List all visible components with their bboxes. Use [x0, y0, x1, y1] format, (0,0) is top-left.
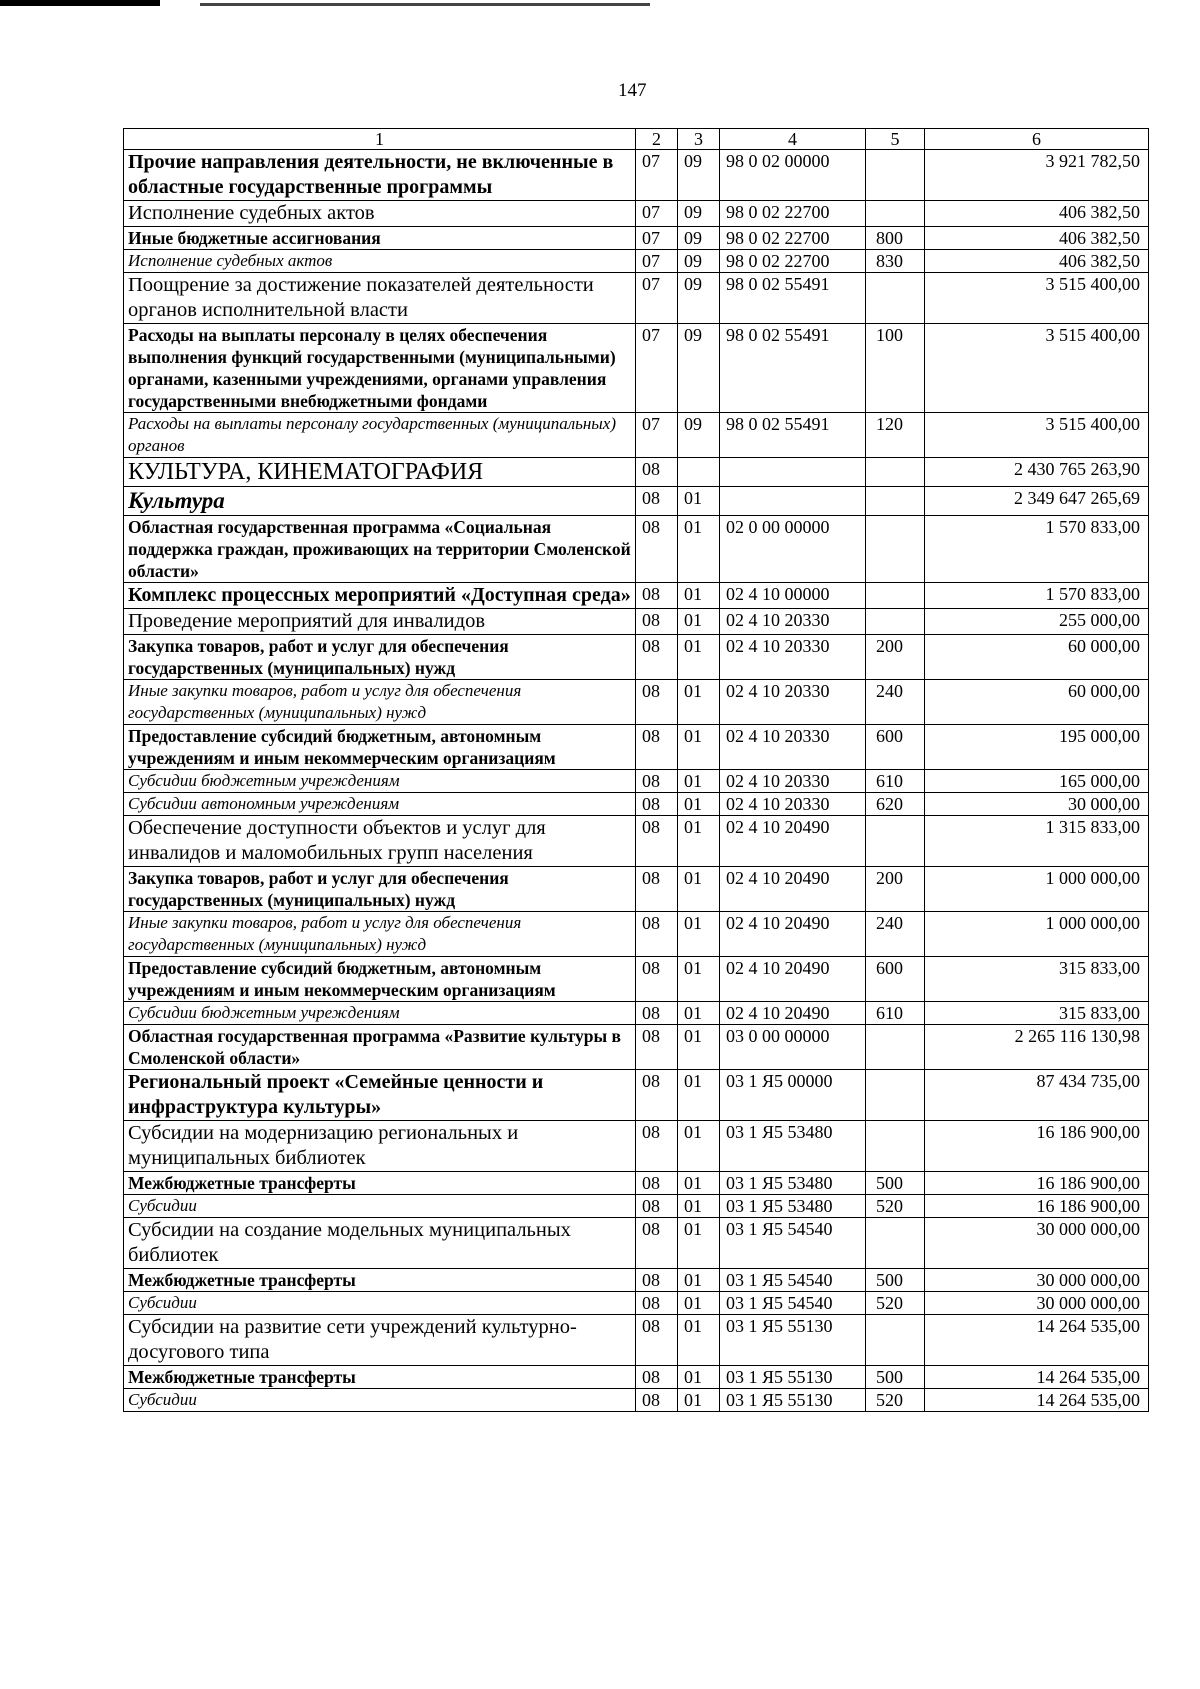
- section-code-cell: 08: [636, 1172, 678, 1195]
- section-code-cell: 08: [636, 816, 678, 867]
- table-row: [124, 1269, 1149, 1292]
- scan-top-bar: [0, 0, 160, 6]
- expense-type-cell: [866, 150, 925, 201]
- row-name-cell: Расходы на выплаты персоналу государственных (муниципальных) органов: [124, 413, 636, 458]
- subsection-code-cell: 01: [678, 1389, 720, 1412]
- amount-cell: 16 186 900,00: [925, 1121, 1149, 1172]
- table-row: [124, 1172, 1149, 1195]
- row-name-cell: Иные закупки товаров, работ и услуг для обеспечения государственных (муниципальных) нужд: [124, 680, 636, 725]
- row-name-cell: Субсидии автономным учреждениям: [124, 793, 636, 816]
- target-article-cell: 98 0 02 55491: [720, 324, 866, 413]
- subsection-code-cell: 01: [678, 1269, 720, 1292]
- table-row: [124, 770, 1149, 793]
- amount-cell: 406 382,50: [925, 250, 1149, 273]
- amount-cell: 30 000 000,00: [925, 1292, 1149, 1315]
- target-article-cell: 03 1 Я5 54540: [720, 1269, 866, 1292]
- subsection-code-cell: 01: [678, 1292, 720, 1315]
- target-article-cell: 98 0 02 00000: [720, 150, 866, 201]
- target-article-cell: 03 1 Я5 54540: [720, 1292, 866, 1315]
- target-article-cell: 02 4 10 20490: [720, 912, 866, 957]
- section-code-cell: 08: [636, 1292, 678, 1315]
- target-article-cell: 98 0 02 22700: [720, 250, 866, 273]
- section-code-cell: 08: [636, 583, 678, 609]
- table-row: [124, 1292, 1149, 1315]
- target-article-cell: 03 1 Я5 53480: [720, 1172, 866, 1195]
- expense-type-cell: 500: [866, 1366, 925, 1389]
- column-header-2: 2: [636, 129, 678, 150]
- row-name-cell: Исполнение судебных актов: [124, 201, 636, 227]
- page-number: 147: [618, 80, 647, 101]
- target-article-cell: [720, 487, 866, 516]
- amount-cell: 1 000 000,00: [925, 912, 1149, 957]
- column-header-3: 3: [678, 129, 720, 150]
- row-name-cell: Предоставление субсидий бюджетным, автономным учреждениям и иным некоммерческим организациям: [124, 725, 636, 770]
- amount-cell: 2 349 647 265,69: [925, 487, 1149, 516]
- section-code-cell: 08: [636, 1025, 678, 1070]
- section-code-cell: 07: [636, 413, 678, 458]
- expense-type-cell: [866, 273, 925, 324]
- subsection-code-cell: 09: [678, 413, 720, 458]
- section-code-cell: 07: [636, 227, 678, 250]
- expense-type-cell: 200: [866, 867, 925, 912]
- amount-cell: 16 186 900,00: [925, 1195, 1149, 1218]
- amount-cell: 30 000 000,00: [925, 1269, 1149, 1292]
- target-article-cell: 03 1 Я5 53480: [720, 1195, 866, 1218]
- table-header-row: [124, 129, 1149, 150]
- amount-cell: 255 000,00: [925, 609, 1149, 635]
- row-name-cell: Иные бюджетные ассигнования: [124, 227, 636, 250]
- expense-type-cell: 610: [866, 770, 925, 793]
- target-article-cell: 02 4 10 20490: [720, 867, 866, 912]
- row-name-cell: Межбюджетные трансферты: [124, 1269, 636, 1292]
- amount-cell: 1 570 833,00: [925, 583, 1149, 609]
- amount-cell: 3 515 400,00: [925, 273, 1149, 324]
- row-name-cell: Областная государственная программа «Социальная поддержка граждан, проживающих на территории Смоленской области»: [124, 516, 636, 583]
- subsection-code-cell: 01: [678, 487, 720, 516]
- subsection-code-cell: 01: [678, 1172, 720, 1195]
- amount-cell: 30 000 000,00: [925, 1218, 1149, 1269]
- subsection-code-cell: 01: [678, 1121, 720, 1172]
- section-code-cell: 08: [636, 516, 678, 583]
- row-name-cell: Субсидии на создание модельных муниципальных библиотек: [124, 1218, 636, 1269]
- table-row: [124, 867, 1149, 912]
- section-code-cell: 08: [636, 957, 678, 1002]
- target-article-cell: 02 4 10 20330: [720, 680, 866, 725]
- section-code-cell: 08: [636, 1315, 678, 1366]
- subsection-code-cell: 01: [678, 770, 720, 793]
- table-row: [124, 273, 1149, 324]
- table-row: [124, 1366, 1149, 1389]
- row-name-cell: Областная государственная программа «Развитие культуры в Смоленской области»: [124, 1025, 636, 1070]
- section-code-cell: 08: [636, 1070, 678, 1121]
- table-row: [124, 957, 1149, 1002]
- section-code-cell: 08: [636, 609, 678, 635]
- target-article-cell: 02 4 10 20330: [720, 635, 866, 680]
- target-article-cell: 02 4 10 20330: [720, 770, 866, 793]
- section-code-cell: 08: [636, 770, 678, 793]
- subsection-code-cell: 01: [678, 1070, 720, 1121]
- amount-cell: 87 434 735,00: [925, 1070, 1149, 1121]
- subsection-code-cell: 01: [678, 635, 720, 680]
- budget-table-body: [124, 129, 1149, 1412]
- section-code-cell: 08: [636, 793, 678, 816]
- table-row: [124, 324, 1149, 413]
- section-code-cell: 08: [636, 1269, 678, 1292]
- amount-cell: 14 264 535,00: [925, 1366, 1149, 1389]
- expense-type-cell: 600: [866, 725, 925, 770]
- expense-type-cell: 500: [866, 1172, 925, 1195]
- amount-cell: 1 315 833,00: [925, 816, 1149, 867]
- target-article-cell: 98 0 02 22700: [720, 201, 866, 227]
- row-name-cell: Обеспечение доступности объектов и услуг для инвалидов и маломобильных групп населения: [124, 816, 636, 867]
- amount-cell: 315 833,00: [925, 957, 1149, 1002]
- expense-type-cell: 520: [866, 1195, 925, 1218]
- subsection-code-cell: 09: [678, 273, 720, 324]
- target-article-cell: [720, 458, 866, 487]
- target-article-cell: 02 4 10 20330: [720, 793, 866, 816]
- amount-cell: 406 382,50: [925, 227, 1149, 250]
- row-name-cell: Расходы на выплаты персоналу в целях обеспечения выполнения функций государственными (муниципальными) органами, казенными учреждениями, органами управления государственными внебюджетными фондами: [124, 324, 636, 413]
- expense-type-cell: 500: [866, 1269, 925, 1292]
- expense-type-cell: [866, 201, 925, 227]
- amount-cell: 60 000,00: [925, 635, 1149, 680]
- row-name-cell: Субсидии на модернизацию региональных и муниципальных библиотек: [124, 1121, 636, 1172]
- subsection-code-cell: 01: [678, 912, 720, 957]
- target-article-cell: 03 1 Я5 00000: [720, 1070, 866, 1121]
- amount-cell: 14 264 535,00: [925, 1315, 1149, 1366]
- row-name-cell: Субсидии: [124, 1195, 636, 1218]
- section-code-cell: 08: [636, 458, 678, 487]
- expense-type-cell: 520: [866, 1292, 925, 1315]
- table-row: [124, 1315, 1149, 1366]
- amount-cell: 165 000,00: [925, 770, 1149, 793]
- table-row: [124, 1025, 1149, 1070]
- amount-cell: 30 000,00: [925, 793, 1149, 816]
- target-article-cell: 03 1 Я5 55130: [720, 1315, 866, 1366]
- expense-type-cell: [866, 1070, 925, 1121]
- table-row: [124, 201, 1149, 227]
- expense-type-cell: 830: [866, 250, 925, 273]
- target-article-cell: 02 4 10 20330: [720, 609, 866, 635]
- amount-cell: 2 265 116 130,98: [925, 1025, 1149, 1070]
- expense-type-cell: [866, 609, 925, 635]
- expense-type-cell: [866, 487, 925, 516]
- expense-type-cell: 800: [866, 227, 925, 250]
- expense-type-cell: 600: [866, 957, 925, 1002]
- table-row: [124, 1070, 1149, 1121]
- table-row: [124, 912, 1149, 957]
- column-header-1: 1: [124, 129, 636, 150]
- subsection-code-cell: 01: [678, 1366, 720, 1389]
- table-row: [124, 516, 1149, 583]
- subsection-code-cell: 09: [678, 227, 720, 250]
- amount-cell: 406 382,50: [925, 201, 1149, 227]
- subsection-code-cell: 01: [678, 583, 720, 609]
- amount-cell: 195 000,00: [925, 725, 1149, 770]
- subsection-code-cell: 01: [678, 957, 720, 1002]
- section-code-cell: 08: [636, 1366, 678, 1389]
- table-row: [124, 250, 1149, 273]
- subsection-code-cell: 01: [678, 1002, 720, 1025]
- row-name-cell: Субсидии бюджетным учреждениям: [124, 1002, 636, 1025]
- table-row: [124, 1389, 1149, 1412]
- table-row: [124, 1195, 1149, 1218]
- target-article-cell: 98 0 02 55491: [720, 273, 866, 324]
- target-article-cell: 03 0 00 00000: [720, 1025, 866, 1070]
- table-row: [124, 487, 1149, 516]
- scan-top-line: [200, 3, 650, 6]
- amount-cell: 3 921 782,50: [925, 150, 1149, 201]
- table-row: [124, 227, 1149, 250]
- subsection-code-cell: 01: [678, 1218, 720, 1269]
- target-article-cell: 02 0 00 00000: [720, 516, 866, 583]
- row-name-cell: Прочие направления деятельности, не включенные в областные государственные программы: [124, 150, 636, 201]
- section-code-cell: 08: [636, 1195, 678, 1218]
- table-row: [124, 458, 1149, 487]
- expense-type-cell: 200: [866, 635, 925, 680]
- target-article-cell: 02 4 10 20490: [720, 1002, 866, 1025]
- expense-type-cell: [866, 816, 925, 867]
- subsection-code-cell: [678, 458, 720, 487]
- section-code-cell: 07: [636, 150, 678, 201]
- table-row: [124, 816, 1149, 867]
- table-row: [124, 150, 1149, 201]
- expense-type-cell: 620: [866, 793, 925, 816]
- table-row: [124, 583, 1149, 609]
- table-row: [124, 680, 1149, 725]
- row-name-cell: Поощрение за достижение показателей деятельности органов исполнительной власти: [124, 273, 636, 324]
- section-code-cell: 08: [636, 1002, 678, 1025]
- table-row: [124, 413, 1149, 458]
- section-code-cell: 08: [636, 680, 678, 725]
- subsection-code-cell: 09: [678, 324, 720, 413]
- section-code-cell: 08: [636, 725, 678, 770]
- expense-type-cell: [866, 583, 925, 609]
- subsection-code-cell: 09: [678, 250, 720, 273]
- row-name-cell: Комплекс процессных мероприятий «Доступная среда»: [124, 583, 636, 609]
- amount-cell: 14 264 535,00: [925, 1389, 1149, 1412]
- expense-type-cell: 520: [866, 1389, 925, 1412]
- section-code-cell: 08: [636, 1389, 678, 1412]
- expense-type-cell: [866, 458, 925, 487]
- section-code-cell: 07: [636, 250, 678, 273]
- subsection-code-cell: 01: [678, 516, 720, 583]
- target-article-cell: 03 1 Я5 54540: [720, 1218, 866, 1269]
- target-article-cell: 98 0 02 22700: [720, 227, 866, 250]
- section-code-cell: 07: [636, 324, 678, 413]
- table-row: [124, 635, 1149, 680]
- expense-type-cell: [866, 1121, 925, 1172]
- row-name-cell: Проведение мероприятий для инвалидов: [124, 609, 636, 635]
- target-article-cell: 03 1 Я5 53480: [720, 1121, 866, 1172]
- expense-type-cell: 120: [866, 413, 925, 458]
- target-article-cell: 02 4 10 20330: [720, 725, 866, 770]
- table-row: [124, 1218, 1149, 1269]
- section-code-cell: 07: [636, 201, 678, 227]
- section-code-cell: 08: [636, 1121, 678, 1172]
- amount-cell: 3 515 400,00: [925, 324, 1149, 413]
- row-name-cell: Субсидии: [124, 1292, 636, 1315]
- row-name-cell: Иные закупки товаров, работ и услуг для обеспечения государственных (муниципальных) нужд: [124, 912, 636, 957]
- expense-type-cell: [866, 1315, 925, 1366]
- column-header-6: 6: [925, 129, 1149, 150]
- expense-type-cell: 240: [866, 912, 925, 957]
- expense-type-cell: 100: [866, 324, 925, 413]
- subsection-code-cell: 01: [678, 867, 720, 912]
- section-code-cell: 08: [636, 1218, 678, 1269]
- section-code-cell: 08: [636, 867, 678, 912]
- subsection-code-cell: 09: [678, 150, 720, 201]
- amount-cell: 1 000 000,00: [925, 867, 1149, 912]
- subsection-code-cell: 01: [678, 609, 720, 635]
- expense-type-cell: [866, 516, 925, 583]
- row-name-cell: Субсидии на развитие сети учреждений культурно-досугового типа: [124, 1315, 636, 1366]
- row-name-cell: Субсидии: [124, 1389, 636, 1412]
- table-row: [124, 1002, 1149, 1025]
- row-name-cell: Региональный проект «Семейные ценности и инфраструктура культуры»: [124, 1070, 636, 1121]
- subsection-code-cell: 01: [678, 793, 720, 816]
- column-header-5: 5: [866, 129, 925, 150]
- expense-type-cell: [866, 1025, 925, 1070]
- row-name-cell: Межбюджетные трансферты: [124, 1366, 636, 1389]
- expense-type-cell: [866, 1218, 925, 1269]
- row-name-cell: Культура: [124, 487, 636, 516]
- budget-table: [123, 128, 1149, 1412]
- amount-cell: 2 430 765 263,90: [925, 458, 1149, 487]
- section-code-cell: 07: [636, 273, 678, 324]
- row-name-cell: Предоставление субсидий бюджетным, автономным учреждениям и иным некоммерческим организациям: [124, 957, 636, 1002]
- row-name-cell: Межбюджетные трансферты: [124, 1172, 636, 1195]
- table-row: [124, 609, 1149, 635]
- amount-cell: 1 570 833,00: [925, 516, 1149, 583]
- target-article-cell: 03 1 Я5 55130: [720, 1389, 866, 1412]
- table-row: [124, 793, 1149, 816]
- target-article-cell: 98 0 02 55491: [720, 413, 866, 458]
- row-name-cell: Исполнение судебных актов: [124, 250, 636, 273]
- row-name-cell: КУЛЬТУРА, КИНЕМАТОГРАФИЯ: [124, 458, 636, 487]
- target-article-cell: 02 4 10 20490: [720, 816, 866, 867]
- column-header-4: 4: [720, 129, 866, 150]
- table-row: [124, 725, 1149, 770]
- row-name-cell: Закупка товаров, работ и услуг для обеспечения государственных (муниципальных) нужд: [124, 635, 636, 680]
- subsection-code-cell: 09: [678, 201, 720, 227]
- subsection-code-cell: 01: [678, 725, 720, 770]
- amount-cell: 60 000,00: [925, 680, 1149, 725]
- amount-cell: 16 186 900,00: [925, 1172, 1149, 1195]
- row-name-cell: Субсидии бюджетным учреждениям: [124, 770, 636, 793]
- expense-type-cell: 240: [866, 680, 925, 725]
- section-code-cell: 08: [636, 487, 678, 516]
- amount-cell: 3 515 400,00: [925, 413, 1149, 458]
- expense-type-cell: 610: [866, 1002, 925, 1025]
- subsection-code-cell: 01: [678, 1025, 720, 1070]
- subsection-code-cell: 01: [678, 816, 720, 867]
- target-article-cell: 02 4 10 20490: [720, 957, 866, 1002]
- subsection-code-cell: 01: [678, 1315, 720, 1366]
- target-article-cell: 03 1 Я5 55130: [720, 1366, 866, 1389]
- subsection-code-cell: 01: [678, 680, 720, 725]
- amount-cell: 315 833,00: [925, 1002, 1149, 1025]
- section-code-cell: 08: [636, 635, 678, 680]
- row-name-cell: Закупка товаров, работ и услуг для обеспечения государственных (муниципальных) нужд: [124, 867, 636, 912]
- section-code-cell: 08: [636, 912, 678, 957]
- subsection-code-cell: 01: [678, 1195, 720, 1218]
- target-article-cell: 02 4 10 00000: [720, 583, 866, 609]
- table-row: [124, 1121, 1149, 1172]
